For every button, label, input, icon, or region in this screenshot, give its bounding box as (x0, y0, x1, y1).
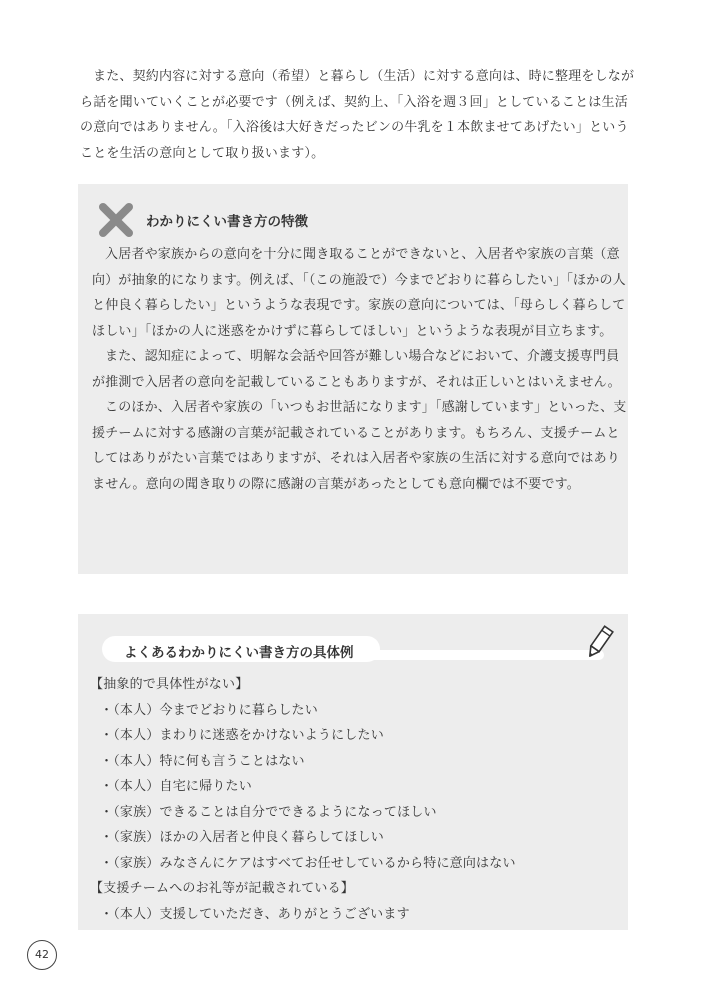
list-item: ・（本人）自宅に帰りたい (100, 779, 252, 794)
section-heading: 【抽象的で具体性がない】 (90, 677, 249, 692)
list-item: ・（本人）支援していただき、ありがとうございます (100, 906, 410, 922)
box1-paragraph: また、認知症によって、明解な会話や回答が難しい場合などにおいて、介護支援専門員が推測で入居者の意向を記載していることもありますが、それは正しいとはいえません。 (92, 349, 621, 390)
intro-paragraph: また、契約内容に対する意向（希望）と暮らし（生活）に対する意向は、時に整理をしながら話を聞いていくことが必要です（例えば、契約上、「入浴を週３回」としていることは生活の意向ではありません。「入浴後は大好きだったビンの牛乳を１本飲ませてあげたい」ということを生活の意向として取り扱います）。 (80, 69, 635, 161)
section-heading: 【支援チームへのお礼等が記載されている】 (90, 881, 355, 896)
x-mark-icon (98, 202, 134, 238)
box1-body (92, 242, 630, 497)
box1-paragraph: このほか、入居者や家族の「いつもお世話になります」「感謝しています」といった、支援チームに対する感謝の言葉が記載されていることがあります。もちろん、支援チームとしてはありがたい言葉ではありますが、それは入居者や家族の生活に対する意向ではありません。意向の聞き取りの際に感謝の言葉があったとしても意向欄では不要です。 (92, 400, 627, 492)
pencil-icon (580, 624, 618, 662)
common-examples-box (78, 614, 628, 930)
unclear-writing-features-box (78, 184, 628, 574)
box1-title: わかりにくい書き方の特徴 (146, 214, 308, 230)
list-item: ・（本人）特に何も言うことはない (100, 753, 305, 769)
list-item: ・（家族）できることは自分でできるようになってほしい (100, 804, 437, 820)
title-underline (358, 650, 604, 660)
box2-title: よくあるわかりにくい書き方の具体例 (124, 645, 354, 661)
list-item: ・（家族）みなさんにケアはすべてお任せしているから特に意向はない (100, 855, 516, 871)
list-item: ・（本人）まわりに迷惑をかけないようにしたい (100, 728, 384, 743)
box2-body (90, 672, 620, 927)
list-item: ・（家族）ほかの入居者と仲良く暮らしてほしい (100, 830, 384, 845)
box1-paragraph: 入居者や家族からの意向を十分に聞き取ることができないと、入居者や家族の言葉（意向）が抽象的になります。例えば、「（この施設で）今までどおりに暮らしたい」「ほかの人と仲良く暮らしたい」というような表現です。家族の意向については、「母らしく暮らしてほしい」「ほかの人に迷惑をかけずに暮らしてほしい」というような表現が目立ちます。 (92, 247, 626, 339)
page-number: 42 (27, 940, 57, 970)
list-item: ・（本人）今までどおりに暮らしたい (100, 702, 318, 718)
